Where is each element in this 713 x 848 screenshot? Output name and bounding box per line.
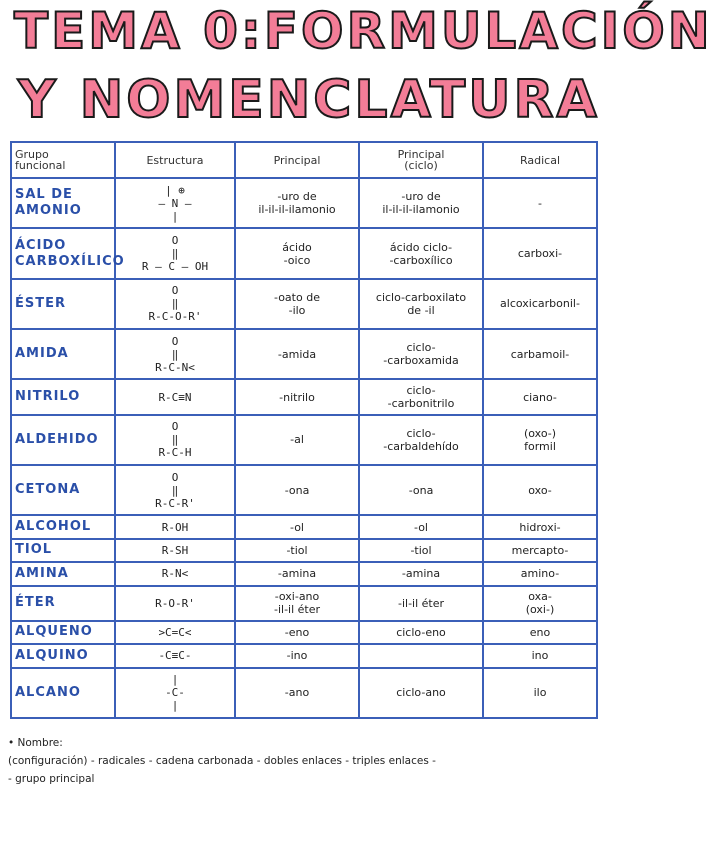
title-line-1: TEMA 0:FORMULACIÓN [14, 2, 713, 60]
principal-cell: -amida [235, 329, 359, 379]
group-cell: ÉTER [11, 586, 115, 621]
principal-cell: -ona [235, 465, 359, 515]
structure-cell: O ‖ R-C-H [115, 415, 235, 465]
principal-cell: -ol [235, 515, 359, 538]
principal-cell: -eno [235, 621, 359, 644]
radical-cell: oxo- [483, 465, 597, 515]
table-row [11, 621, 597, 644]
principal-cell: -al [235, 415, 359, 465]
header-principal-ciclo: Principal (ciclo) [359, 142, 483, 178]
structure-cell: R-C≡N [115, 379, 235, 414]
group-cell: ÁCIDO CARBOXÍLICO [11, 228, 115, 278]
radical-cell: hidroxi- [483, 515, 597, 538]
radical-cell: oxa- (oxi-) [483, 586, 597, 621]
principal-ciclo-cell: ciclo- -carbaldehído [359, 415, 483, 465]
principal-cell: -ano [235, 668, 359, 718]
structure-cell: | -C- | [115, 668, 235, 718]
radical-cell: ino [483, 644, 597, 667]
principal-ciclo-cell: ciclo- -carboxamida [359, 329, 483, 379]
table-row [11, 465, 597, 515]
header-principal: Principal [235, 142, 359, 178]
radical-cell: amino- [483, 562, 597, 585]
radical-cell: carbamoil- [483, 329, 597, 379]
radical-cell: alcoxicarbonil- [483, 279, 597, 329]
group-cell: ALCOHOL [11, 515, 115, 538]
table-row [11, 668, 597, 718]
principal-ciclo-cell: -il-il éter [359, 586, 483, 621]
group-cell: CETONA [11, 465, 115, 515]
principal-ciclo-cell: -tiol [359, 539, 483, 562]
table-row [11, 228, 597, 278]
structure-cell: >C=C< [115, 621, 235, 644]
table-header-row [11, 142, 597, 178]
principal-ciclo-cell: -ona [359, 465, 483, 515]
header-estructura: Estructura [115, 142, 235, 178]
radical-cell: carboxi- [483, 228, 597, 278]
principal-ciclo-cell: ciclo-eno [359, 621, 483, 644]
principal-ciclo-cell [359, 644, 483, 667]
group-cell: ALQUENO [11, 621, 115, 644]
table-row [11, 178, 597, 228]
radical-cell: ilo [483, 668, 597, 718]
structure-cell: R-SH [115, 539, 235, 562]
group-cell: SAL DE AMONIO [11, 178, 115, 228]
table-row [11, 562, 597, 585]
radical-cell: ciano- [483, 379, 597, 414]
table-row [11, 415, 597, 465]
principal-ciclo-cell: ácido ciclo- -carboxílico [359, 228, 483, 278]
notes-line-1: • Nombre: [8, 737, 63, 749]
notes-line-3: - grupo principal [8, 773, 95, 785]
header-grupo: Grupo funcional [11, 142, 115, 178]
principal-ciclo-cell: -uro de il-il-il-ilamonio [359, 178, 483, 228]
table-row [11, 515, 597, 538]
principal-cell: -nitrilo [235, 379, 359, 414]
structure-cell: -C≡C- [115, 644, 235, 667]
group-cell: ÉSTER [11, 279, 115, 329]
principal-cell: -oato de -ilo [235, 279, 359, 329]
principal-cell: -ino [235, 644, 359, 667]
group-cell: ALDEHIDO [11, 415, 115, 465]
notes [8, 734, 594, 788]
table-row [11, 279, 597, 329]
structure-cell: O ‖ R-C-O-R' [115, 279, 235, 329]
title-line-2: Y NOMENCLATURA [18, 70, 600, 130]
table-row [11, 379, 597, 414]
header-radical: Radical [483, 142, 597, 178]
group-cell: ALCANO [11, 668, 115, 718]
principal-cell: -tiol [235, 539, 359, 562]
principal-ciclo-cell: -ol [359, 515, 483, 538]
principal-ciclo-cell: ciclo-carboxilato de -il [359, 279, 483, 329]
structure-cell: R-N< [115, 562, 235, 585]
group-cell: TIOL [11, 539, 115, 562]
structure-cell: R-OH [115, 515, 235, 538]
table-row [11, 539, 597, 562]
principal-cell: -amina [235, 562, 359, 585]
structure-cell: O ‖ R – C – OH [115, 228, 235, 278]
principal-cell: -oxi-ano -il-il éter [235, 586, 359, 621]
nomenclature-table [10, 141, 598, 719]
group-cell: AMINA [11, 562, 115, 585]
principal-ciclo-cell: ciclo-ano [359, 668, 483, 718]
principal-ciclo-cell: -amina [359, 562, 483, 585]
notes-line-2: (configuración) - radicales - cadena carbonada - dobles enlaces - triples enlaces - [8, 755, 436, 767]
group-cell: ALQUINO [11, 644, 115, 667]
principal-ciclo-cell: ciclo- -carbonitrilo [359, 379, 483, 414]
structure-cell: O ‖ R-C-R' [115, 465, 235, 515]
radical-cell: eno [483, 621, 597, 644]
group-cell: AMIDA [11, 329, 115, 379]
table-row [11, 644, 597, 667]
structure-cell: R-O-R' [115, 586, 235, 621]
principal-cell: ácido -oico [235, 228, 359, 278]
structure-cell: O ‖ R-C-N< [115, 329, 235, 379]
table-row [11, 329, 597, 379]
table-row [11, 586, 597, 621]
principal-cell: -uro de il-il-il-ilamonio [235, 178, 359, 228]
group-cell: NITRILO [11, 379, 115, 414]
structure-cell: | ⊕ — N — | [115, 178, 235, 228]
radical-cell: (oxo-) formil [483, 415, 597, 465]
radical-cell: - [483, 178, 597, 228]
radical-cell: mercapto- [483, 539, 597, 562]
